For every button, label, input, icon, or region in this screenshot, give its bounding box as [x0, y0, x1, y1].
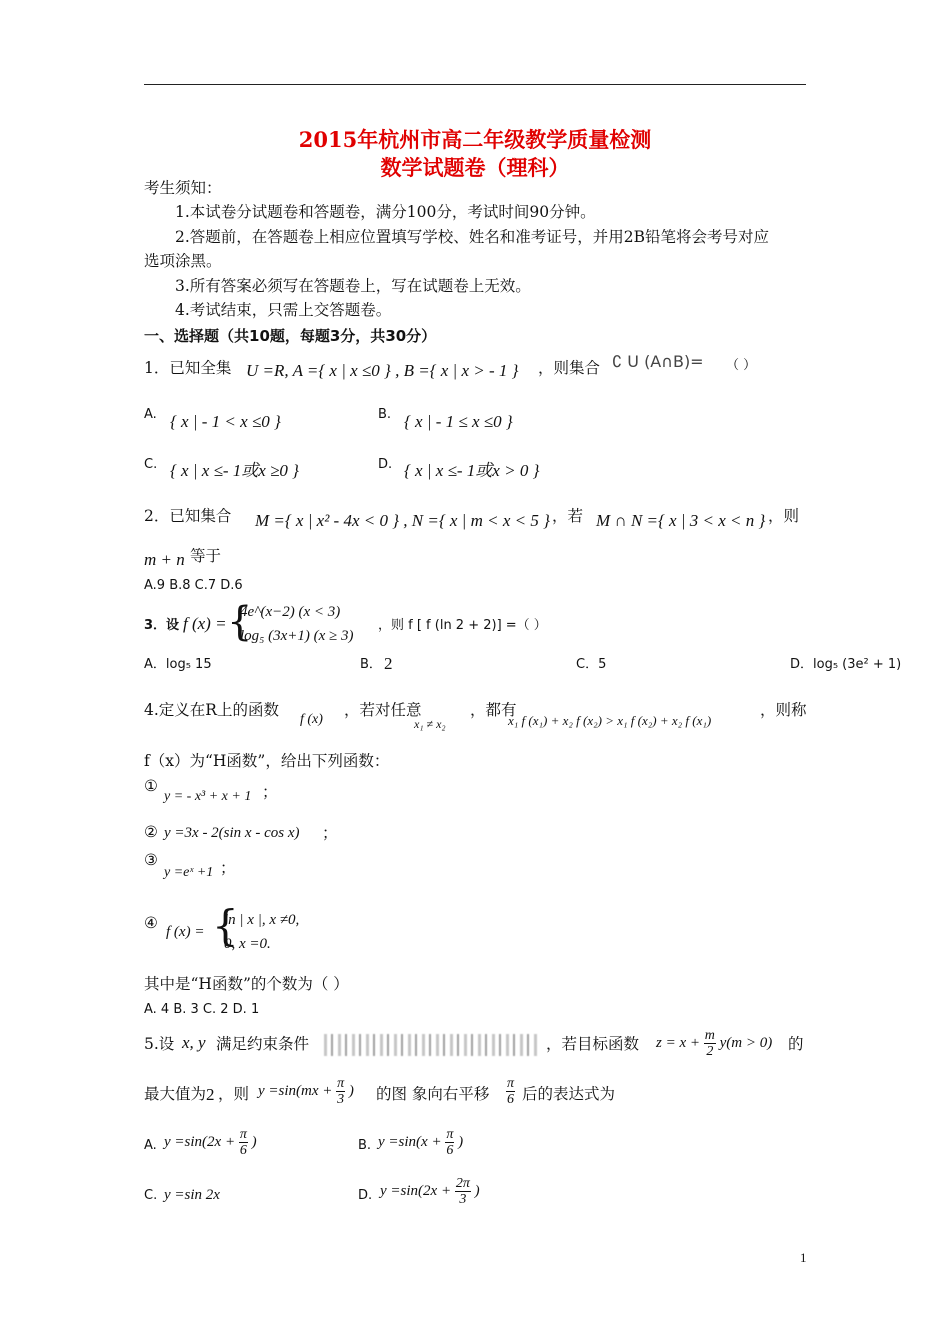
q3-tail: ，则 f [ f (ln 2 + 2)] =（ ）: [378, 618, 547, 633]
q3-lead: 3．设: [144, 618, 180, 633]
q4-f3-end: ；: [220, 859, 236, 877]
q3-option-c: C．5: [576, 657, 607, 672]
q5-objective-num: m: [704, 1028, 715, 1043]
q3-option-a: A．log₅ 15: [144, 657, 212, 672]
q5-option-a-num: π: [239, 1127, 247, 1142]
q5-option-a-label: A.: [144, 1138, 157, 1153]
q5-shift-den: 6: [507, 1092, 514, 1107]
q4-f2: y =3x - 2(sin x - cos x): [164, 825, 300, 841]
q5-function-den: 3: [337, 1092, 345, 1107]
q2-line2-text: 等于: [190, 547, 222, 565]
q4-line-2: f（x）为“H函数”，给出下列函数：: [144, 752, 390, 770]
q5-objective-lhs: z = x +: [656, 1034, 700, 1051]
q5-option-d-lhs: y =sin(2x +: [380, 1182, 452, 1199]
q5-option-b-rhs: ): [458, 1133, 464, 1150]
q5-option-d-label: D.: [358, 1188, 373, 1203]
q1-option-c-label: C.: [144, 457, 158, 472]
q2-lead: 2．已知集合: [144, 507, 232, 525]
q4-options: A. 4 B. 3 C. 2 D. 1: [144, 1002, 260, 1017]
q4-f1: y = - x³ + x + 1: [164, 789, 252, 804]
q5-shift: [506, 1076, 515, 1107]
q1-option-b-label: B.: [378, 407, 392, 422]
q5-option-a: [164, 1127, 257, 1158]
q4-f3-number: ③: [144, 851, 158, 869]
q5-max: 2: [206, 1085, 215, 1104]
q5-lead: 5.设: [144, 1035, 175, 1053]
notice-heading: 考生须知：: [144, 179, 222, 197]
q5-option-a-den: 6: [239, 1143, 247, 1158]
q4-question: 其中是“H函数”的个数为（ ）: [144, 975, 349, 993]
q5-shift-num: π: [507, 1076, 515, 1091]
q5-mid-2: ，若目标函数: [546, 1035, 640, 1053]
q5-line-2c: 的图 象向右平移: [376, 1085, 490, 1103]
q5-option-a-fraction: [239, 1127, 248, 1158]
q1-option-b: { x | - 1 ≤ x ≤0 }: [404, 412, 513, 431]
q4-f1-end: ；: [262, 783, 278, 801]
q4-mid-2: ，都有: [470, 701, 517, 719]
q5-option-b-fraction: [445, 1127, 454, 1158]
q4-f2-end: ；: [322, 824, 338, 842]
q5-option-b-label: B.: [358, 1138, 372, 1153]
q3-case-2: log₅ (3x+1) (x ≥ 3): [240, 628, 354, 644]
notice-item-2b: 选项涂黑。: [144, 252, 222, 270]
q4-lead: 4.定义在R上的函数: [144, 701, 279, 719]
q4-f2-number: ②: [144, 823, 158, 841]
notice-item-1: 1.本试卷分试题卷和答题卷，满分100分，考试时间90分钟。: [175, 203, 596, 221]
q5-objective: [656, 1028, 772, 1059]
q5-objective-den: 2: [706, 1044, 714, 1059]
header-rule: [144, 84, 806, 85]
q5-option-c-label: C.: [144, 1188, 158, 1203]
q5-option-a-lhs: y =sin(2x +: [164, 1133, 236, 1150]
q4-f4-lhs: f (x) =: [166, 924, 205, 940]
q5-function-rhs: ): [348, 1082, 354, 1099]
q4-inequality: x₁ f (x₁) + x₂ f (x₂) > x₁ f (x₂) + x₂ f (x₁): [508, 713, 712, 728]
q3-case-1: 4e^(x−2) (x < 3): [240, 604, 341, 620]
q5-option-b-num: π: [446, 1127, 454, 1142]
q2-line2-expression: m + n: [144, 550, 185, 569]
q5-objective-rhs: y(m > 0): [719, 1034, 773, 1051]
q1-mid: ，则集合: [538, 359, 601, 377]
q4-f4-brace: {: [212, 901, 239, 950]
q1-option-d-label: D.: [378, 457, 393, 472]
q2-expression-2: M ∩ N ={ x | 3 < x < n }: [596, 511, 766, 530]
q5-option-d-num: 2π: [455, 1176, 470, 1191]
notice-item-4: 4.考试结束，只需上交答题卷。: [175, 301, 392, 319]
page-subtitle: 数学试题卷（理科）: [380, 155, 570, 180]
q1-expression: U =R, A ={ x | x ≤0 } , B ={ x | x > - 1 }: [246, 361, 519, 380]
q5-shift-fraction: [506, 1076, 515, 1107]
q4-f4-number: ④: [144, 914, 158, 932]
q3-fx: f (x) =: [183, 614, 227, 633]
q1-option-d: { x | x ≤- 1或x > 0 }: [404, 461, 540, 480]
q5-option-d-fraction: [455, 1176, 471, 1207]
q1-lead: 1．已知全集: [144, 359, 232, 377]
q5-option-d: [380, 1176, 480, 1207]
q1-option-a-label: A.: [144, 407, 157, 422]
q5-line-2d: 后的表达式为: [522, 1085, 616, 1103]
q2-tail: ，则: [768, 507, 800, 525]
q5-function-num: π: [337, 1076, 345, 1091]
page-number: 1: [800, 1250, 807, 1265]
q3-option-d: D．log₅ (3e² + 1): [790, 657, 902, 672]
q2-mid: ，若: [552, 507, 584, 525]
q1-option-a: { x | - 1 < x ≤0 }: [170, 412, 281, 431]
q4-f1-number: ①: [144, 777, 158, 795]
q5-tail: 的: [788, 1035, 804, 1053]
q3-brace: {: [227, 599, 253, 645]
q5-option-c: y =sin 2x: [164, 1187, 220, 1203]
q4-f3: y =eˣ +1: [164, 865, 214, 880]
page-title: 2015年杭州市高二年级教学质量检测: [298, 127, 652, 152]
q5-constraints-image: [324, 1034, 539, 1056]
q5-function-fraction: [336, 1076, 345, 1107]
q2-options: A.9 B.8 C.7 D.6: [144, 578, 243, 593]
q4-mid-1: ，若对任意: [344, 701, 422, 719]
q5-function: [258, 1076, 354, 1107]
q5-option-b-den: 6: [446, 1143, 454, 1158]
q2-expression: M ={ x | x² - 4x < 0 } , N ={ x | m < x < 5 }: [255, 511, 550, 530]
q5-option-d-den: 3: [459, 1192, 467, 1207]
q3-option-b: 2: [384, 654, 393, 673]
q5-line-2a: 最大值为: [144, 1085, 207, 1103]
q5-option-b: [378, 1127, 463, 1158]
q5-objective-fraction: [704, 1028, 716, 1059]
q1-paren: （ ）: [726, 358, 757, 373]
section-heading: 一、选择题（共10题，每题3分，共30分）: [144, 327, 437, 345]
q4-condition: x₁ ≠ x₂: [414, 717, 446, 731]
q5-line-2b: ，则: [218, 1085, 250, 1103]
q4-fx: f (x): [300, 712, 323, 727]
q5-option-a-rhs: ): [251, 1133, 257, 1150]
q5-function-lhs: y =sin(mx +: [258, 1082, 333, 1099]
notice-item-3: 3.所有答案必须写在答题卷上，写在试题卷上无效。: [175, 277, 531, 295]
q3-option-b-label: B．: [360, 657, 382, 672]
notice-item-2a: 2.答题前，在答题卷上相应位置填写学校、姓名和准考证号，并用2B铅笔将会考号对应: [175, 228, 770, 246]
q4-f4-case-1: ln | x |, x ≠0,: [224, 912, 300, 928]
q5-option-d-rhs: ): [474, 1182, 480, 1199]
q1-option-c: { x | x ≤- 1或x ≥0 }: [170, 461, 299, 480]
q4-tail: ，则称: [760, 701, 807, 719]
q5-vars: x, y: [182, 1033, 206, 1052]
q1-complement: ∁ U (A∩B)=: [612, 352, 704, 371]
q4-f4-case-2: 0, x =0.: [224, 936, 271, 952]
q5-mid: 满足约束条件: [216, 1035, 310, 1053]
q5-option-b-lhs: y =sin(x +: [378, 1133, 442, 1150]
